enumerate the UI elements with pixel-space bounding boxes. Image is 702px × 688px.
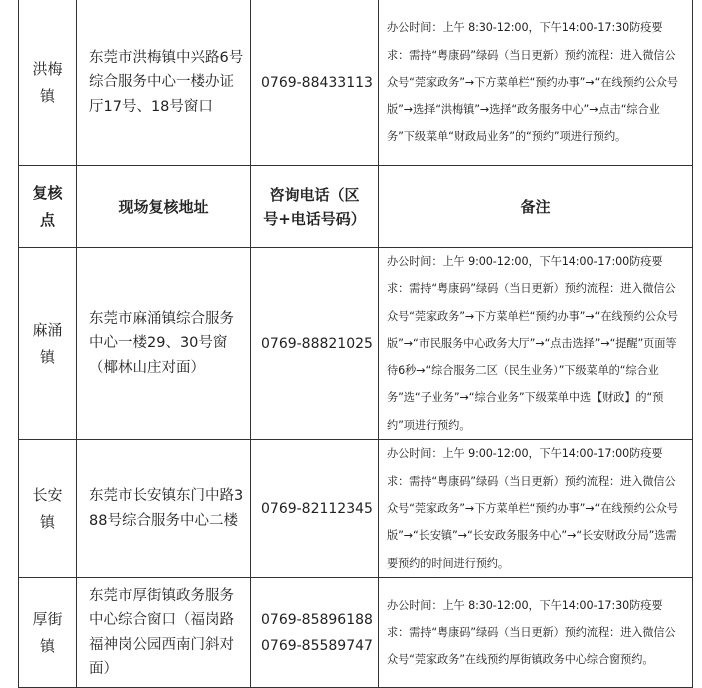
table-header-row [19, 166, 693, 248]
town-name: 麻涌镇 [32, 320, 63, 366]
table-row [19, 440, 693, 578]
phone-number: 0769-82112345 [261, 500, 373, 517]
header-phone-cell: 咨询电话（区号+电话号码） [251, 166, 379, 248]
header-town: 复核点 [32, 183, 63, 229]
address-cell: 东莞市洪梅镇中兴路6号综合服务中心一楼办证厅17号、18号窗口 [77, 0, 251, 166]
phone-number: 0769-88821025 [261, 335, 373, 352]
table-row [19, 578, 693, 688]
phone-cell [251, 0, 379, 166]
town-cell [19, 578, 77, 688]
address-cell: 东莞市厚街镇政务服务中心综合窗口（福岗路福神岗公园西南门斜对面） [77, 578, 251, 688]
address-cell: 东莞市长安镇东门中路388号综合服务中心二楼 [77, 440, 251, 578]
phone-number: 0769-858961880769-85589747 [261, 611, 373, 654]
town-cell [19, 0, 77, 166]
phone-cell [251, 440, 379, 578]
table-row [19, 248, 693, 440]
table-row [19, 0, 693, 166]
note-cell: 办公时间：上午 8:30-12:00，下午14:00-17:30防疫要求：需持“粤康码”绿码（当日更新）预约流程：进入微信公众号“莞家政务”在线预约厚街镇政务中心综合窗预约。 [379, 578, 693, 688]
phone-number: 0769-88433113 [261, 74, 373, 91]
town-cell [19, 248, 77, 440]
recheck-points-table [18, 0, 693, 688]
header-address-cell: 现场复核地址 [77, 166, 251, 248]
town-name: 长安镇 [32, 485, 63, 531]
town-name: 厚街镇 [32, 609, 63, 655]
note-cell: 办公时间：上午 9:00-12:00，下午14:00-17:00防疫要求：需持“粤康码”绿码（当日更新）预约流程：进入微信公众号“莞家政务”→下方菜单栏“预约办事”→“在线预约公众号版”→“市民服务中心政务大厅”→“点击选择”→“提醒”页面等待6秒→“综合服务二区（民生业务）”下级菜单的“综合业务”选“子业务”→“综合业务”下级菜单中选【财政】的“预约”项进行预约。 [379, 248, 693, 440]
header-town-cell [19, 166, 77, 248]
town-name: 洪梅镇 [32, 59, 63, 105]
town-cell [19, 440, 77, 578]
phone-cell [251, 578, 379, 688]
note-cell: 办公时间：上午 9:00-12:00，下午14:00-17:00防疫要求：需持“粤康码”绿码（当日更新）预约流程：进入微信公众号“莞家政务”→下方菜单栏“预约办事”→“在线预约公众号版”→“长安镇”→“长安政务服务中心”→“长安财政分局”选需要预约的时间进行预约。 [379, 440, 693, 578]
note-cell: 办公时间：上午 8:30-12:00，下午14:00-17:30防疫要求：需持“粤康码”绿码（当日更新）预约流程：进入微信公众号“莞家政务”→下方菜单栏“预约办事”→“在线预约公众号版”→选择“洪梅镇”→选择“政务服务中心”→点击“综合业务”下级菜单“财政局业务”的“预约”项进行预约。 [379, 0, 693, 166]
phone-cell [251, 248, 379, 440]
header-note-cell: 备注 [379, 166, 693, 248]
address-cell: 东莞市麻涌镇综合服务中心一楼29、30号窗（椰林山庄对面） [77, 248, 251, 440]
